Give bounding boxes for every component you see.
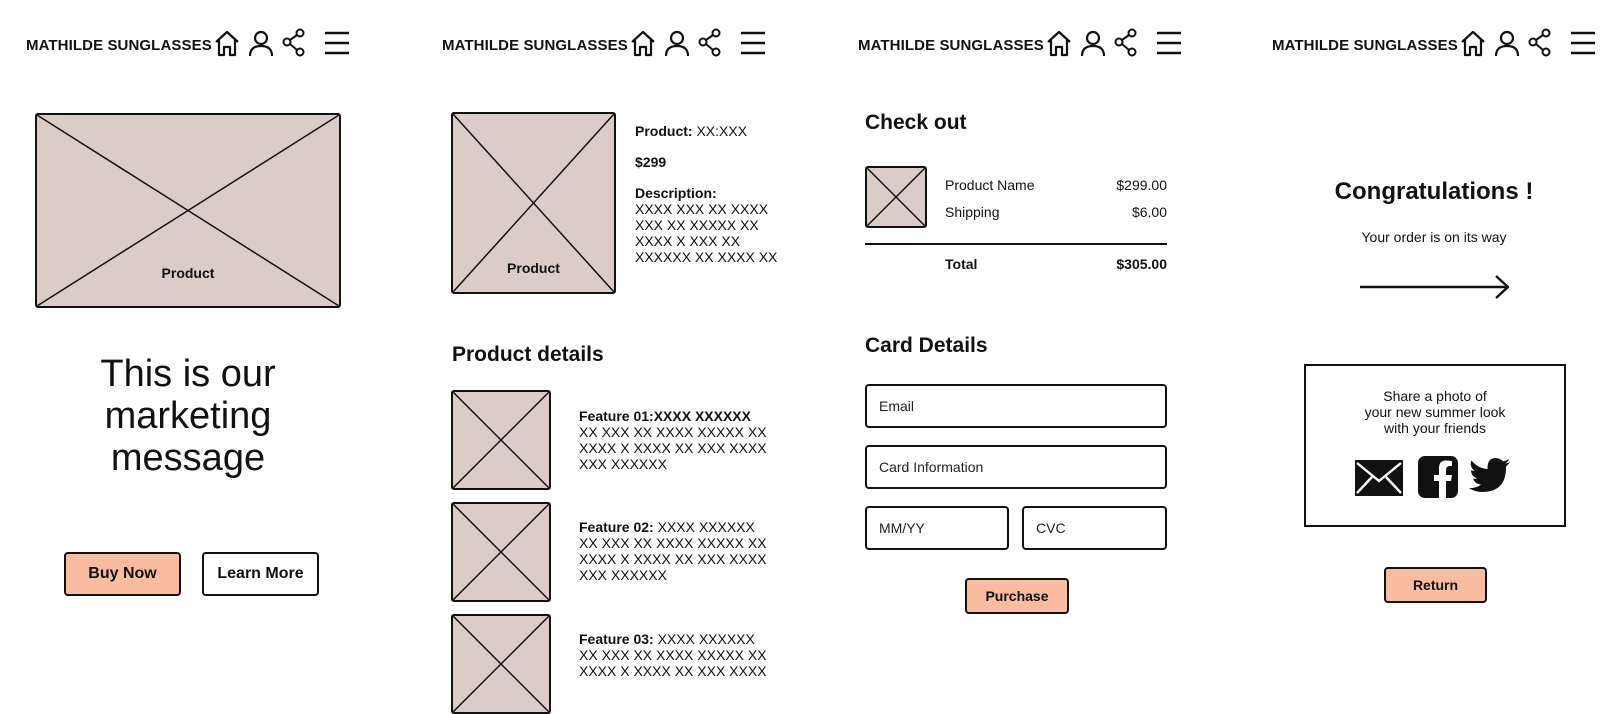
arrow-right-icon xyxy=(1358,274,1512,300)
checkout-title: Check out xyxy=(865,111,967,134)
purchase-button[interactable]: Purchase xyxy=(965,578,1069,614)
brand-title: MATHILDE SUNGLASSES xyxy=(1272,37,1458,54)
share-icon[interactable] xyxy=(696,28,726,58)
brand-title: MATHILDE SUNGLASSES xyxy=(26,37,212,54)
share-icon[interactable] xyxy=(1112,28,1142,58)
feature-image-placeholder xyxy=(451,390,551,490)
email-field[interactable]: Email xyxy=(865,384,1167,428)
screen-product xyxy=(416,0,826,679)
total-price: $305.00 xyxy=(1116,256,1167,272)
twitter-icon[interactable] xyxy=(1469,458,1511,494)
description-label: Description: xyxy=(635,185,717,201)
screen-home xyxy=(0,0,410,667)
share-message: Share a photo of your new summer look with your friends xyxy=(1364,388,1506,436)
screen-checkout xyxy=(832,0,1242,667)
share-icon[interactable] xyxy=(1526,28,1556,58)
brand-title: MATHILDE SUNGLASSES xyxy=(442,37,628,54)
user-icon[interactable] xyxy=(1078,28,1108,58)
product-details-title: Product details xyxy=(452,343,604,366)
feature-item: Feature 02: XXXX XXXXXX XX XXX XX XXXX XXXXX XX XXXX X XXXX XX XXX XXXX XXX XXXXXX xyxy=(579,519,767,583)
home-icon[interactable] xyxy=(628,28,658,58)
mail-icon[interactable] xyxy=(1354,458,1404,498)
marketing-message: This is our marketing message xyxy=(100,353,276,479)
home-icon[interactable] xyxy=(1044,28,1074,58)
card-details-title: Card Details xyxy=(865,334,988,357)
congratulations-title: Congratulations ! xyxy=(1334,178,1534,205)
brand-title: MATHILDE SUNGLASSES xyxy=(858,37,1044,54)
feature-image-placeholder xyxy=(451,502,551,602)
share-box xyxy=(1304,364,1566,527)
learn-more-button[interactable]: Learn More xyxy=(202,552,319,596)
expiry-field[interactable]: MM/YY xyxy=(865,506,1009,550)
home-icon[interactable] xyxy=(212,28,242,58)
return-button[interactable]: Return xyxy=(1384,567,1487,603)
user-icon[interactable] xyxy=(1492,28,1522,58)
feature-image-placeholder xyxy=(451,614,551,714)
screen-confirmation xyxy=(1248,0,1621,667)
buy-now-button[interactable]: Buy Now xyxy=(64,552,181,596)
cvc-field[interactable]: CVC xyxy=(1022,506,1167,550)
product-image-placeholder xyxy=(451,112,616,294)
order-status-text: Your order is on its way xyxy=(1361,229,1507,245)
facebook-icon[interactable] xyxy=(1418,456,1458,498)
user-icon[interactable] xyxy=(662,28,692,58)
user-icon[interactable] xyxy=(246,28,276,58)
item-price: $299.00 xyxy=(1116,177,1167,193)
menu-icon[interactable] xyxy=(1568,28,1598,58)
share-icon[interactable] xyxy=(280,28,310,58)
hero-image-label: Product xyxy=(161,265,215,281)
hero-image-placeholder xyxy=(35,113,341,308)
menu-icon[interactable] xyxy=(738,28,768,58)
shipping-price: $6.00 xyxy=(1131,204,1167,220)
product-image-label: Product xyxy=(507,260,560,276)
total-label: Total xyxy=(945,256,978,272)
menu-icon[interactable] xyxy=(1154,28,1184,58)
description-text: XXXX XXX XX XXXX XXX XX XXXXX XX XXXX X XXX XX XXXXXX XX XXXX XX xyxy=(635,201,778,265)
product-price: $299 xyxy=(635,154,667,170)
cart-item-image xyxy=(865,166,927,228)
product-code: Product: XX:XXX xyxy=(635,123,748,139)
feature-item: Feature 03: XXXX XXXXXX XX XXX XX XXXX XXXXX XX XXXX X XXXX XX XXX XXXX xyxy=(579,631,767,679)
menu-icon[interactable] xyxy=(322,28,352,58)
divider xyxy=(865,243,1167,245)
card-information-field[interactable]: Card Information xyxy=(865,445,1167,489)
item-name: Product Name xyxy=(945,177,1035,193)
shipping-label: Shipping xyxy=(945,204,1000,220)
home-icon[interactable] xyxy=(1458,28,1488,58)
feature-item: Feature 01:XXXX XXXXXX XX XXX XX XXXX XXXXX XX XXXX X XXXX XX XXX XXXX XXX XXXXXX xyxy=(579,408,767,472)
